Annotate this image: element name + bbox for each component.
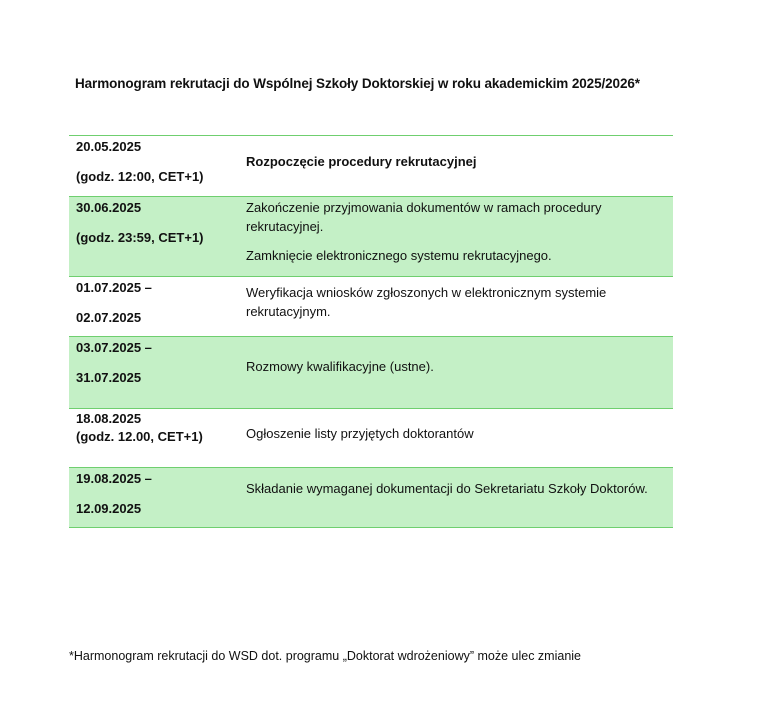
row-date-start: 19.08.2025 – — [76, 471, 152, 486]
row-date-end: 31.07.2025 — [76, 370, 142, 385]
row-description — [246, 357, 666, 376]
schedule-row — [69, 337, 673, 409]
row-description-text: Rozpoczęcie procedury rekrutacyjnej — [246, 154, 477, 169]
row-description-text: Rozmowy kwalifikacyjne (ustne). — [246, 359, 434, 374]
footnote: *Harmonogram rekrutacji do WSD dot. programu „Doktorat wdrożeniowy” może ulec zmianie — [69, 649, 581, 663]
row-date-end: (godz. 23:59, CET+1) — [76, 230, 204, 245]
schedule-row — [69, 197, 673, 277]
schedule-table — [69, 135, 673, 528]
row-description — [246, 479, 666, 498]
schedule-row — [69, 468, 673, 528]
schedule-row — [69, 136, 673, 197]
row-date-start: 18.08.2025 — [76, 411, 142, 426]
row-date-start: 20.05.2025 — [76, 139, 142, 154]
row-date-start: 01.07.2025 – — [76, 280, 152, 295]
row-description-text: Zamknięcie elektronicznego systemu rekrutacyjnego. — [246, 248, 552, 263]
page-title: Harmonogram rekrutacji do Wspólnej Szkoły Doktorskiej w roku akademickim 2025/2026* — [75, 76, 640, 91]
row-date-start: 03.07.2025 – — [76, 340, 152, 355]
row-description — [246, 198, 666, 265]
schedule-row — [69, 277, 673, 337]
row-description — [246, 283, 666, 321]
row-description-text: Zakończenie przyjmowania dokumentów w ramach procedury rekrutacyjnej. — [246, 200, 602, 234]
schedule-row — [69, 409, 673, 468]
row-date-start: 30.06.2025 — [76, 200, 142, 215]
row-description — [246, 424, 666, 443]
row-description-text: Weryfikacja wniosków zgłoszonych w elektronicznym systemie rekrutacyjnym. — [246, 285, 607, 319]
row-description-text: Ogłoszenie listy przyjętych doktorantów — [246, 426, 474, 441]
row-date-end: 12.09.2025 — [76, 501, 142, 516]
row-description — [246, 152, 666, 171]
row-date-end: (godz. 12:00, CET+1) — [76, 169, 204, 184]
row-date-end: (godz. 12.00, CET+1) — [76, 429, 203, 444]
row-description-text: Składanie wymaganej dokumentacji do Sekretariatu Szkoły Doktorów. — [246, 481, 648, 496]
row-date-end: 02.07.2025 — [76, 310, 142, 325]
